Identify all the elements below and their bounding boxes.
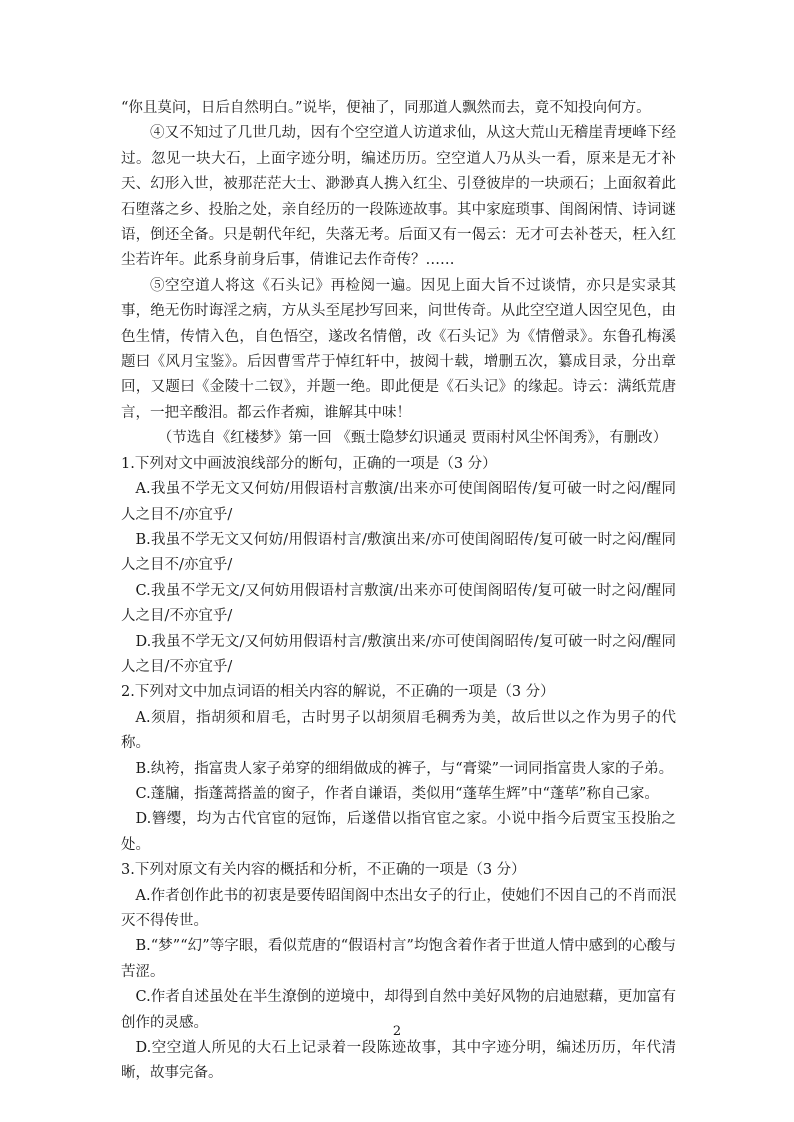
question-3-option-b: B.“梦”“幻”等字眼，看似荒唐的“假语村言”均饱含着作者于世道人情中感到的心酸与苦涩。 — [121, 938, 676, 980]
question-2-stem: 2.下列对文中加点词语的相关内容的解说，不正确的一项是（3 分） — [121, 684, 555, 701]
question-3-option-a: A.作者创作此书的初衷是要传昭闺阁中杰出女子的行止，使她们不因自己的不肖而泯灭不得传世。 — [121, 887, 676, 929]
passage-opening: “你且莫问，日后自然明白。”说毕，便袖了，同那道人飘然而去，竟不知投向何方。 — [121, 100, 651, 116]
question-2-option-c: C.蓬牖，指蓬蒿搭盖的窗子，作者自谦语，类似用“蓬荜生辉”中“蓬荜”称自己家。 — [135, 785, 659, 802]
question-1-option-b: B.我虽不学无文又何妨/用假语村言/敷演出来/亦可使闺阁昭传/复可破一时之闷/醒同人之目不/亦宜乎/ — [121, 531, 676, 574]
question-2-option-d: D.簪缨，均为古代官宦的冠饰，后遂借以指官宦之家。小说中指今后贾宝玉投胎之处。 — [121, 811, 676, 853]
question-3-stem: 3.下列对原文有关内容的概括和分析，不正确的一项是（3 分） — [121, 862, 526, 879]
question-1-option-d: D.我虽不学无文/又何妨用假语村言/敷演出来/亦可使闺阁昭传/复可破一时之闷/醒同人之目/不亦宜乎/ — [121, 633, 676, 675]
question-2-option-b: B.纨袴，指富贵人家子弟穿的细绢做成的裤子，与“膏粱”一词同指富贵人家的子弟。 — [135, 760, 674, 777]
question-2-option-a: A.须眉，指胡须和眉毛，古时男子以胡须眉毛稠秀为美，故后世以之作为男子的代称。 — [121, 709, 676, 752]
page-number: 2 — [392, 1024, 402, 1039]
question-3-option-d: D.空空道人所见的大石上记录着一段陈迹故事，其中字迹分明，编述历历，年代清晰，故事完备。 — [121, 1040, 676, 1082]
page-content — [121, 96, 676, 1087]
passage-paragraph-5: ⑤空空道人将这《石头记》再检阅一遍。因见上面大旨不过谈情，亦只是实录其事，绝无伤时诲淫之病，方从头至尾抄写回来，问世传奇。从此空空道人因空见色，由色生情，传情入色，自色悟空，遂改名情僧，改《石头记》为《情僧录》。东鲁孔梅溪题曰《风月宝鉴》。后因曹雪芹于悼红轩中，披阅十载，增删五次，纂成目录，分出章回，又题曰《金陵十二钗》，并题一绝。即此便是《石头记》的缘起。诗云：满纸荒唐言，一把辛酸泪。都云作者痴，谁解其中味！ — [121, 277, 676, 421]
passage-source: （节选自《红楼梦》第一回 《甄士隐梦幻识通灵 贾雨村风尘怀闺秀》，有删改） — [157, 430, 668, 447]
question-1-option-c: C.我虽不学无文/又何妨用假语村言敷演/出来亦可使闺阁昭传/复可破一时之闷/醒同人之目/不亦宜乎/ — [121, 582, 676, 625]
question-1-stem: 1.下列对文中画波浪线部分的断句，正确的一项是（3 分） — [121, 455, 497, 472]
question-1-option-a: A.我虽不学无文又何妨/用假语村言敷演/出来亦可使闺阁昭传/复可破一时之闷/醒同人之目不/亦宜乎/ — [121, 481, 676, 523]
passage-paragraph-4: ④又不知过了几世几劫，因有个空空道人访道求仙，从这大荒山无稽崖青埂峰下经过。忽见一块大石，上面字迹分明，编述历历。空空道人乃从头一看，原来是无才补天、幻形入世，被那茫茫大士、渺渺真人携入红尘、引登彼岸的一块顽石；上面叙着此石堕落之乡、投胎之处，亲自经历的一段陈迹故事。其中家庭琐事、闺阁闲情、诗词谜语，倒还全备。只是朝代年纪，失落无考。后面又有一偈云：无才可去补苍天，枉入红尘若许年。此系身前身后事，倩谁记去作奇传？…… — [121, 125, 676, 269]
question-3-option-c: C.作者自述虽处在半生潦倒的逆境中，却得到自然中美好风物的启迪慰藉，更加富有创作的灵感。 — [121, 989, 676, 1031]
